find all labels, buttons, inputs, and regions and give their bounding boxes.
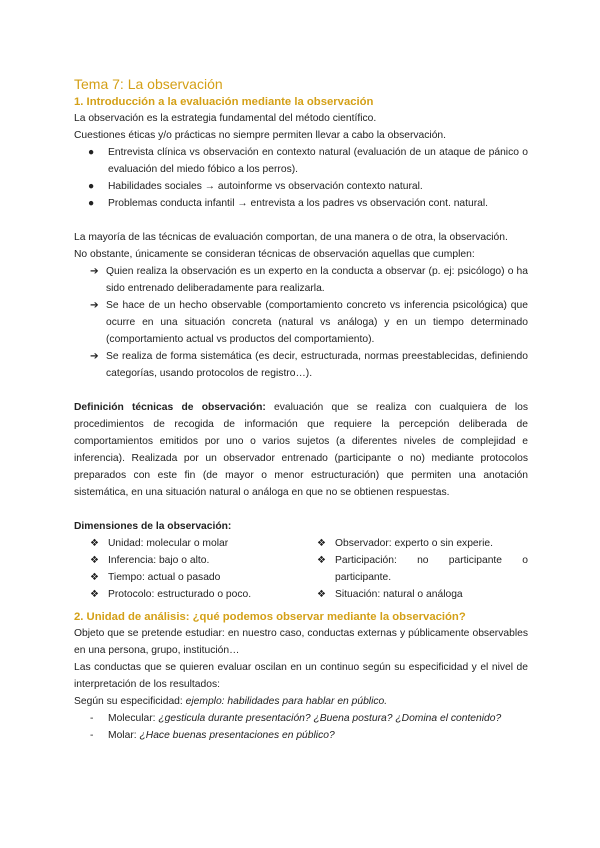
paragraph: No obstante, únicamente se consideran técnicas de observación aquellas que cumplen: [74, 249, 475, 260]
list-item: ● Entrevista clínica vs observación en contexto natural (evaluación de un ataque de pánico o evaluación del miedo fóbico a los perros). [74, 144, 528, 178]
list-item: ❖ Inferencia: bajo o alto. [74, 552, 301, 569]
list-item: - Molar: ¿Hace buenas presentaciones en público? [74, 727, 528, 744]
diamond-icon: ❖ [90, 589, 99, 600]
arrow-icon: ➔ [90, 351, 99, 362]
dimensions-label: Dimensiones de la observación: [74, 521, 232, 532]
list-item: ● Problemas conducta infantil → entrevista a los padres vs observación cont. natural. [74, 195, 528, 212]
diamond-icon: ❖ [90, 538, 99, 549]
diamond-icon: ❖ [317, 555, 326, 566]
paragraph: La mayoría de las técnicas de evaluación comportan, de una manera o de otra, la observación. [74, 232, 508, 243]
diamond-icon: ❖ [90, 555, 99, 566]
dash-icon: - [90, 713, 94, 724]
arrow-icon: ➔ [90, 266, 99, 277]
list-item: ❖ Participación: no participante o participante. [301, 552, 528, 586]
paragraph: Objeto que se pretende estudiar: en nuestro caso, conductas externas y públicamente observables en una persona, grupo, institución… [74, 628, 528, 656]
specificity-list [74, 710, 528, 744]
dimensions-right-list [301, 535, 528, 603]
list-item: ❖ Tiempo: actual o pasado [74, 569, 301, 586]
diamond-icon: ❖ [317, 538, 326, 549]
list-item: ➔ Quien realiza la observación es un experto en la conducta a observar (p. ej: psicólogo) o ha sido entrenado deliberadamente para realizarla. [74, 263, 528, 297]
definition-label: Definición técnicas de observación: [74, 402, 266, 413]
paragraph: Las conductas que se quieren evaluar oscilan en un continuo según su especificidad y el nivel de interpretación de los resultados: [74, 662, 528, 690]
page-title: Tema 7: La observación [74, 76, 223, 92]
paragraph: Según su especificidad: ejemplo: habilidades para hablar en público. [74, 696, 388, 707]
diamond-icon: ❖ [317, 589, 326, 600]
list-item: ❖ Protocolo: estructurado o poco. [74, 586, 301, 603]
bullet-icon: ● [88, 198, 95, 209]
list-item: ➔ Se realiza de forma sistemática (es decir, estructurada, normas preestablecidas, definiendo categorías, usando protocolos de registro…). [74, 348, 528, 382]
bullet-list [74, 144, 528, 212]
list-item: ❖ Unidad: molecular o molar [74, 535, 301, 552]
criteria-list [74, 263, 528, 382]
list-item: - Molecular: ¿gesticula durante presentación? ¿Buena postura? ¿Domina el contenido? [74, 710, 528, 727]
definition-paragraph: Definición técnicas de observación: evaluación que se realiza con cualquiera de los procedimientos de recogida de información que requiere la percepción deliberada de comportamientos emitidos por uno o varios sujetos (a diferentes niveles de complejidad e inferencia). Realizada por un observador entrenado (participante o no) mediante protocolos preparados con este fin (de mayor o menor estructuración) que permiten una anotación sistemática, en una situación natural o análoga en que no se obtienen respuestas. [74, 402, 528, 498]
list-item: ● Habilidades sociales → autoinforme vs observación contexto natural. [74, 178, 528, 195]
arrow-icon: ➔ [90, 300, 99, 311]
diamond-icon: ❖ [90, 572, 99, 583]
dimensions-columns [74, 535, 528, 603]
section-1-heading: 1. Introducción a la evaluación mediante la observación [74, 96, 374, 108]
list-item: ❖ Observador: experto o sin experie. [301, 535, 528, 552]
paragraph: Cuestiones éticas y/o prácticas no siempre permiten llevar a cabo la observación. [74, 130, 447, 141]
document-page [74, 76, 528, 744]
paragraph: La observación es la estrategia fundamental del método científico. [74, 113, 377, 124]
dash-icon: - [90, 730, 94, 741]
list-item: ➔ Se hace de un hecho observable (comportamiento concreto vs inferencia psicológica) que ocurre en una situación concreta (natural vs análoga) y en un tiempo determinado (comportamiento actual vs productos del comportamiento). [74, 297, 528, 348]
dimensions-left-list [74, 535, 301, 603]
list-item: ❖ Situación: natural o análoga [301, 586, 528, 603]
section-2-heading: 2. Unidad de análisis: ¿qué podemos observar mediante la observación? [74, 611, 466, 623]
bullet-icon: ● [88, 147, 95, 158]
bullet-icon: ● [88, 181, 95, 192]
